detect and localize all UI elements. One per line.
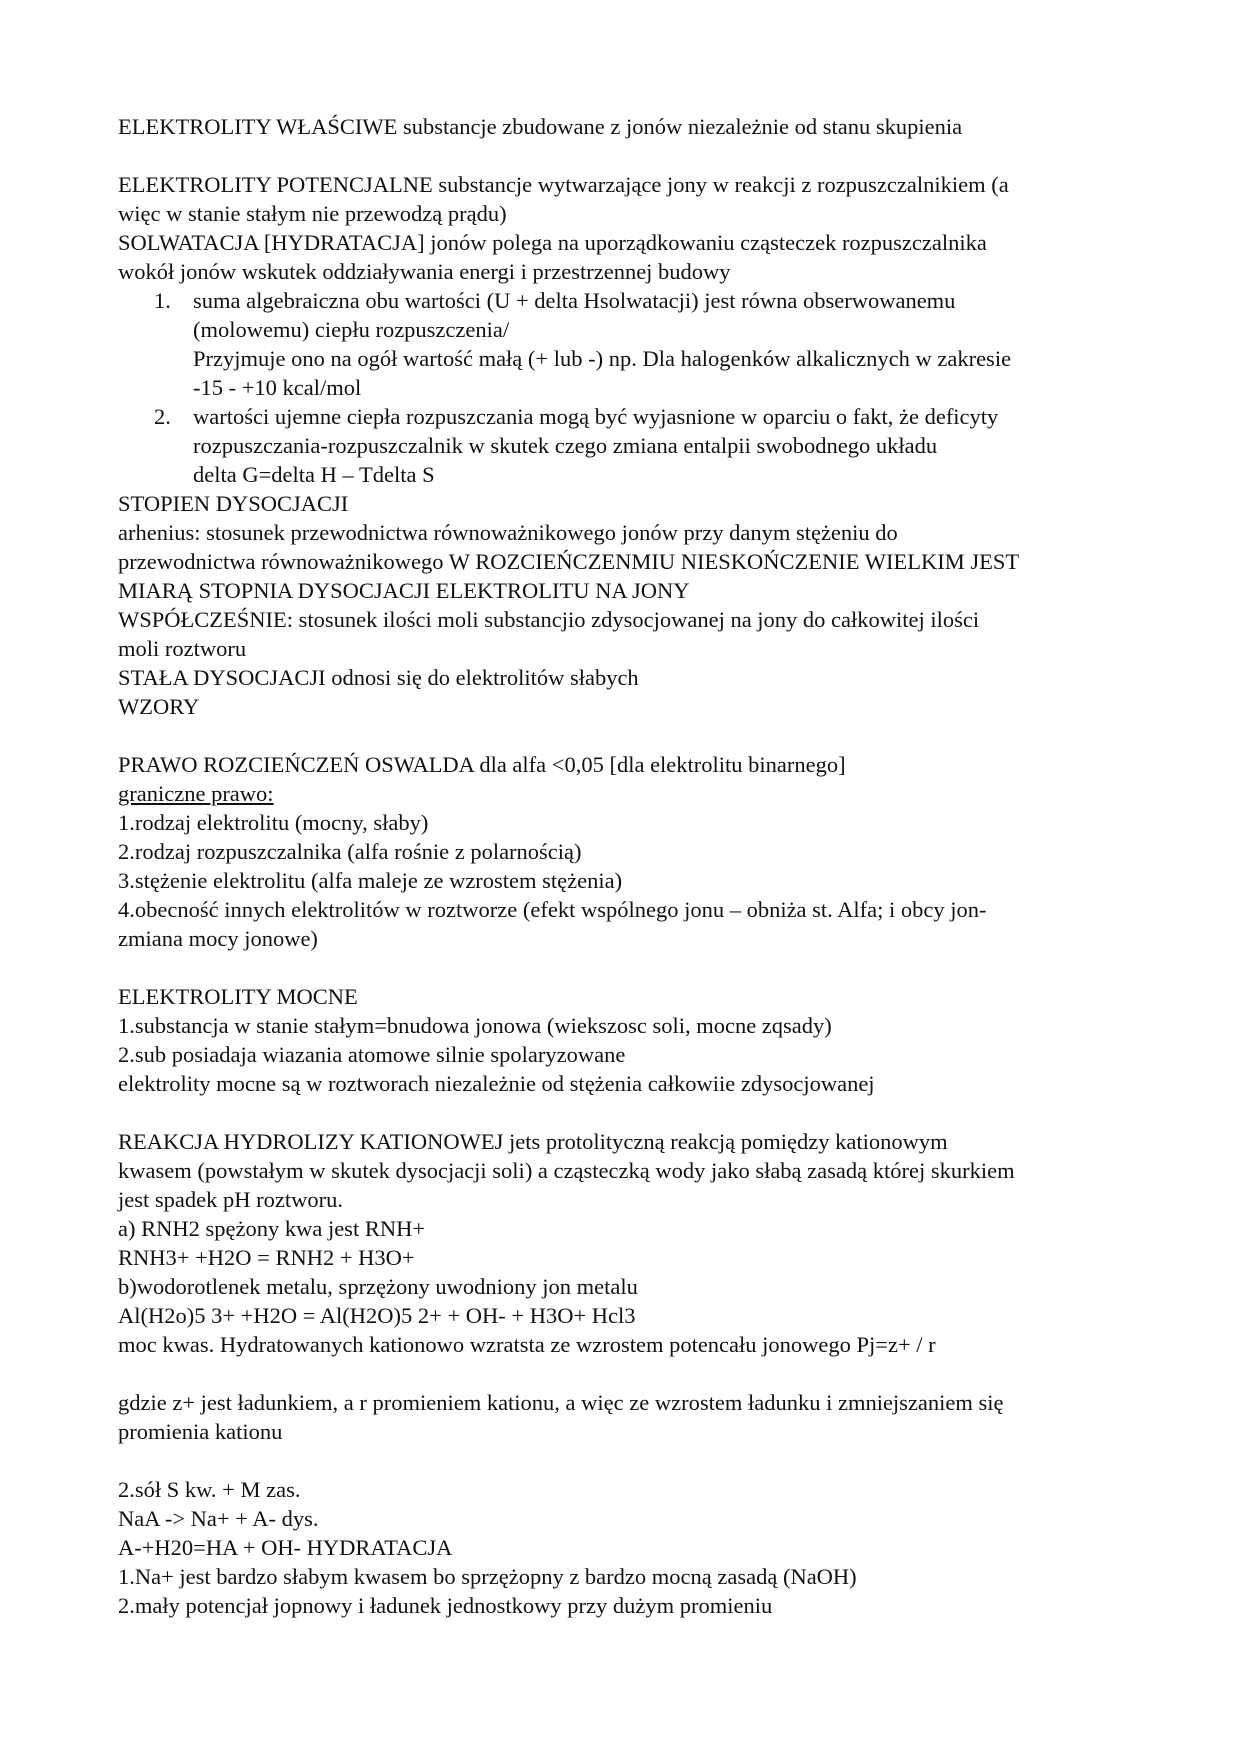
paragraph-line: przewodnictwa równoważnikowego W ROZCIEŃCZENMIU NIESKOŃCZENIE WIELKIM JEST [118, 549, 1020, 574]
spacer [118, 141, 1128, 170]
paragraph-line: wokół jonów wskutek oddziaływania energi i przestrzennej budowy [118, 259, 731, 284]
paragraph-line: arhenius: stosunek przewodnictwa równoważnikowego jonów przy danym stężeniu do [118, 520, 898, 545]
paragraph-line: a) RNH2 spężony kwa jest RNH+ [118, 1216, 426, 1241]
paragraph-line: jest spadek pH roztworu. [118, 1187, 343, 1212]
list-item [118, 402, 1128, 489]
paragraph-line: moc kwas. Hydratowanych kationowo wzratsta ze wzrostem potencału jonowego Pj=z+ / r [118, 1332, 936, 1357]
paragraph-line: b)wodorotlenek metalu, sprzężony uwodniony jon metalu [118, 1274, 638, 1299]
heading-stopien-dysocjacji: STOPIEN DYSOCJACJI [118, 491, 349, 516]
paragraph-line: MIARĄ STOPNIA DYSOCJACJI ELEKTROLITU NA JONY [118, 578, 690, 603]
paragraph-line: gdzie z+ jest ładunkiem, a r promieniem kationu, a więc ze wzrostem ładunku i zmniejszaniem się [118, 1390, 1004, 1415]
equation-line: Al(H2o)5 3+ +H2O = Al(H2O)5 2+ + OH- + H3O+ Hcl3 [118, 1303, 636, 1328]
paragraph-line: SOLWATACJA [HYDRATACJA] jonów polega na uporządkowaniu cząsteczek rozpuszczalnika [118, 230, 987, 255]
paragraph-line: 1.Na+ jest bardzo słabym kwasem bo sprzężopny z bardzo mocną zasadą (NaOH) [118, 1564, 857, 1589]
equation-line: NaA -> Na+ + A- dys. [118, 1506, 319, 1531]
paragraph-line: kwasem (powstałym w skutek dysocjacji soli) a cząsteczką wody jako słabą zasadą której skurkiem [118, 1158, 1015, 1183]
list-line: suma algebraiczna obu wartości (U + delta Hsolwatacji) jest równa obserwowanemu [193, 288, 956, 313]
paragraph-line: moli roztworu [118, 636, 247, 661]
list-line: wartości ujemne ciepła rozpuszczania mogą być wyjasnione w oparciu o fakt, że deficyty [193, 404, 999, 429]
list-line: -15 - +10 kcal/mol [193, 375, 362, 400]
paragraph-line: STAŁA DYSOCJACJI odnosi się do elektrolitów słabych [118, 665, 639, 690]
heading-hydroliza-kationowa: REAKCJA HYDROLIZY KATIONOWEJ jets protolityczną reakcją pomiędzy kationowym [118, 1129, 948, 1154]
paragraph-line: elektrolity mocne są w roztworach niezależnie od stężenia całkowiie zdysocjowanej [118, 1071, 875, 1096]
paragraph-line: zmiana mocy jonowe) [118, 926, 318, 951]
paragraph-line: 2.mały potencjał jopnowy i ładunek jednostkowy przy dużym promieniu [118, 1593, 773, 1618]
paragraph-line: WSPÓŁCZEŚNIE: stosunek ilości moli substancjio zdysocjowanej na jony do całkowitej ilości [118, 607, 980, 632]
heading-wzory: WZORY [118, 694, 200, 719]
paragraph-line: 2.sół S kw. + M zas. [118, 1477, 301, 1502]
paragraph-line: promienia kationu [118, 1419, 283, 1444]
list-number: 1. [154, 288, 171, 313]
list-line: Przyjmuje ono na ogół wartość małą (+ lub -) np. Dla halogenków alkalicznych w zakresie [193, 346, 1012, 371]
paragraph-line: 1.rodzaj elektrolitu (mocny, słaby) [118, 810, 429, 835]
underlined-subheading: graniczne prawo: [118, 781, 274, 806]
heading-elektrolity-mocne: ELEKTROLITY MOCNE [118, 984, 358, 1009]
paragraph-line: 1.substancja w stanie stałym=bnudowa jonowa (wiekszosc soli, mocne zqsady) [118, 1013, 832, 1038]
document-page [118, 112, 1128, 1620]
paragraph-elektrolity-wlasciwe: ELEKTROLITY WŁAŚCIWE substancje zbudowane z jonów niezależnie od stanu skupienia [118, 114, 963, 139]
paragraph-line: ELEKTROLITY POTENCJALNE substancje wytwarzające jony w reakcji z rozpuszczalnikiem (a [118, 172, 1009, 197]
paragraph-line: 2.sub posiadaja wiazania atomowe silnie spolaryzowane [118, 1042, 626, 1067]
spacer [118, 1359, 1128, 1388]
paragraph-line: 3.stężenie elektrolitu (alfa maleje ze wzrostem stężenia) [118, 868, 623, 893]
spacer [118, 1446, 1128, 1475]
spacer [118, 721, 1128, 750]
paragraph-line: więc w stanie stałym nie przewodzą prądu) [118, 201, 507, 226]
list-item [118, 286, 1128, 402]
list-number: 2. [154, 404, 171, 429]
equation-line: RNH3+ +H2O = RNH2 + H3O+ [118, 1245, 415, 1270]
list-line: delta G=delta H – Tdelta S [193, 462, 435, 487]
equation-line: A-+H20=HA + OH- HYDRATACJA [118, 1535, 453, 1560]
heading-prawo-oswalda: PRAWO ROZCIEŃCZEŃ OSWALDA dla alfa <0,05 [dla elektrolitu binarnego] [118, 752, 846, 777]
paragraph-line: 2.rodzaj rozpuszczalnika (alfa rośnie z polarnością) [118, 839, 582, 864]
list-line: (molowemu) ciepłu rozpuszczenia/ [193, 317, 510, 342]
spacer [118, 1098, 1128, 1127]
paragraph-line: 4.obecność innych elektrolitów w roztworze (efekt wspólnego jonu – obniża st. Alfa; i obcy jon- [118, 897, 987, 922]
list-line: rozpuszczania-rozpuszczalnik w skutek czego zmiana entalpii swobodnego układu [193, 433, 938, 458]
spacer [118, 953, 1128, 982]
